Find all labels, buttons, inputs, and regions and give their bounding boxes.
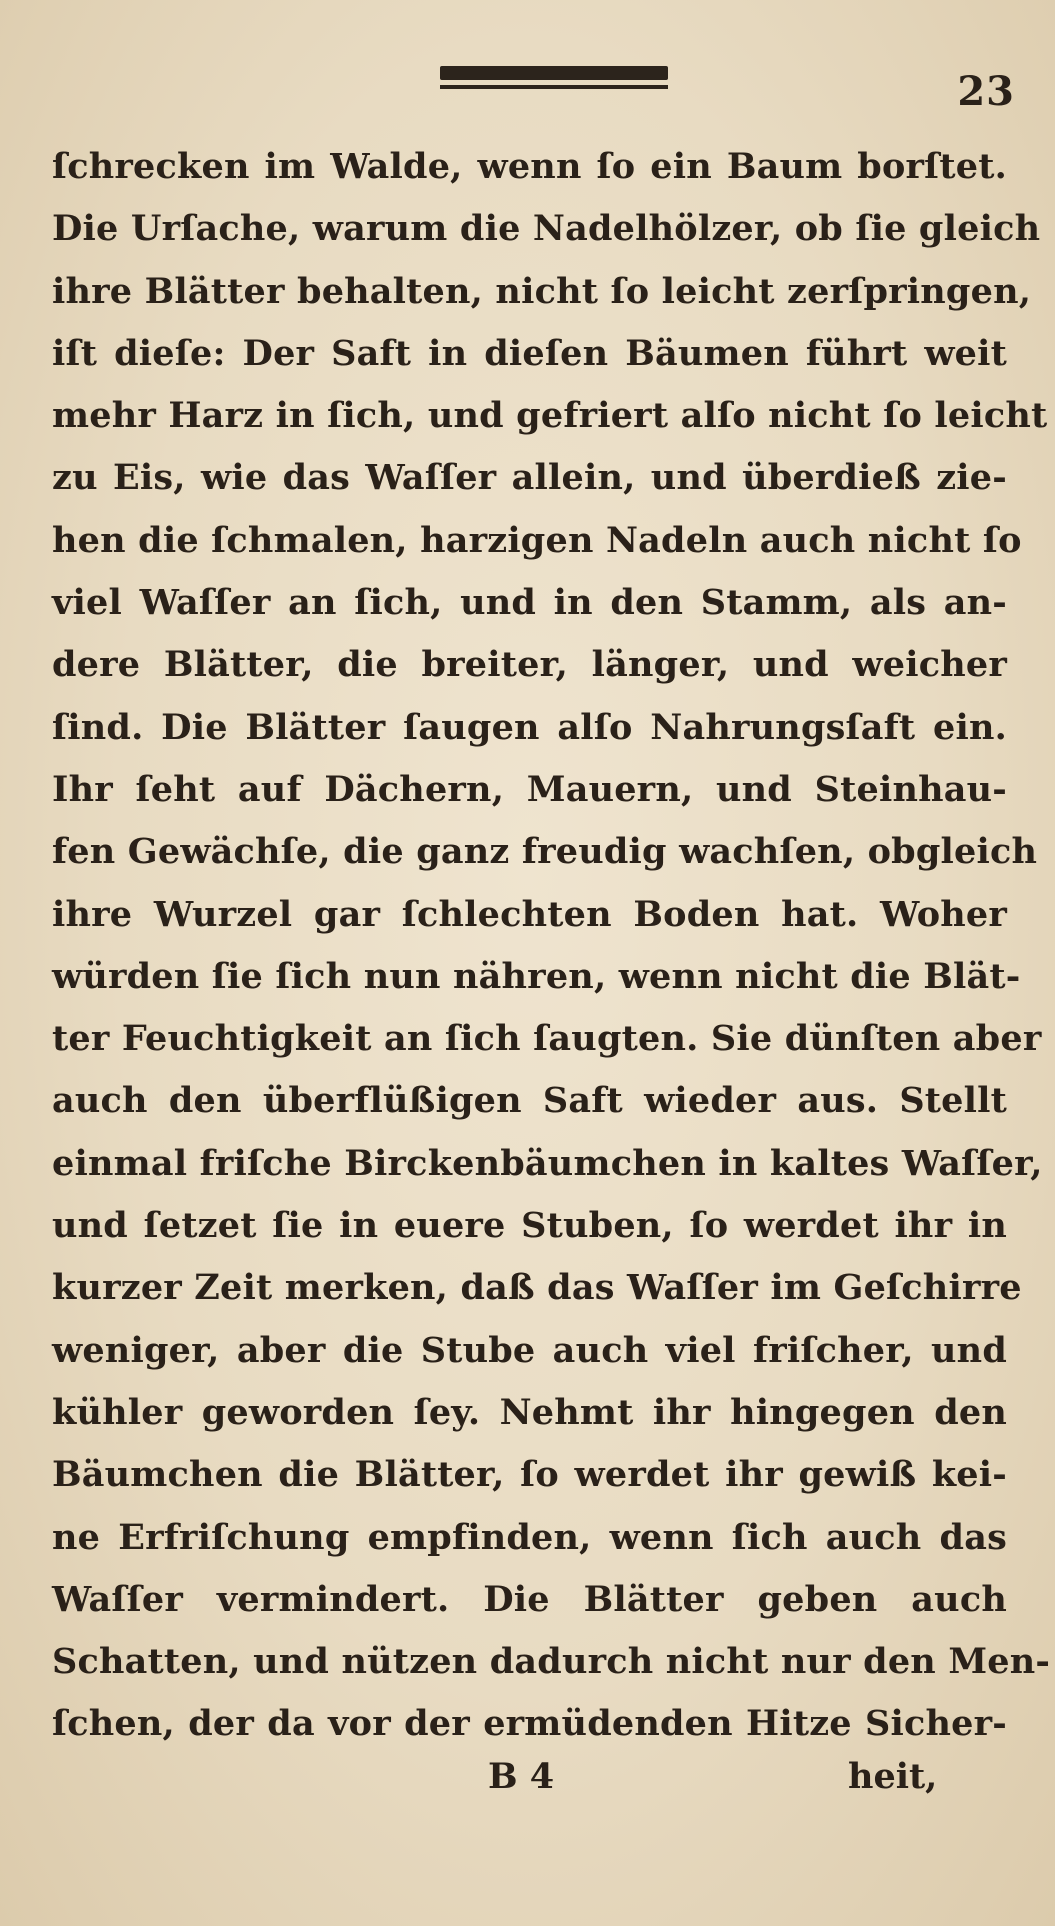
text-line: ihre Blätter behalten, nicht ſo leicht zerſpringen, (52, 270, 1032, 312)
text-line: kurzer Zeit merken, daß das Waſſer im Geſchirre (52, 1267, 1022, 1309)
catchword: heit, (848, 1756, 938, 1797)
text-line: zu Eis, wie das Waſſer allein, und überdieß zie- (52, 457, 1007, 499)
text-line: Die Urſache, warum die Nadelhölzer, ob ſie gleich (52, 208, 1041, 250)
text-line: fen Gewächſe, die ganz freudig wachſen, obgleich (52, 831, 1038, 873)
body-text (52, 136, 1051, 1756)
text-line: iſt dieſe: Der Saft in dieſen Bäumen führt weit (52, 332, 1007, 374)
text-line: dere Blätter, die breiter, länger, und weicher (52, 644, 1007, 686)
text-line: Ihr ſeht auf Dächern, Mauern, und Steinhau- (52, 768, 1007, 810)
text-line: auch den überflüßigen Saft wieder aus. Stellt (52, 1080, 1007, 1122)
text-line: Schatten, und nützen dadurch nicht nur den Men- (52, 1641, 1051, 1683)
header-rule (440, 66, 668, 89)
text-line: ſchrecken im Walde, wenn ſo ein Baum borſtet. (52, 146, 1007, 187)
text-line: ſchen, der da vor der ermüdenden Hitze Sicher- (52, 1703, 1007, 1745)
text-line: hen die ſchmalen, harzigen Nadeln auch nicht ſo (52, 519, 1022, 561)
text-line: einmal friſche Birckenbäumchen in kaltes Waſſer, (52, 1142, 1043, 1184)
text-line: viel Waſſer an ſich, und in den Stamm, als an- (52, 582, 1007, 624)
header-rule-thin (440, 85, 668, 89)
text-line: ihre Wurzel gar ſchlechten Boden hat. Woher (52, 893, 1007, 935)
text-line: Waſſer vermindert. Die Blätter geben auch (52, 1578, 1007, 1620)
page-footer (0, 1756, 1055, 1816)
text-line: ſind. Die Blätter ſaugen alſo Nahrungsſaft ein. (52, 706, 1007, 748)
text-line: und ſetzet ſie in euere Stuben, ſo werdet ihr in (52, 1205, 1007, 1247)
page-number: 23 (957, 68, 1015, 115)
header-rule-thick (440, 66, 668, 80)
text-line: kühler geworden ſey. Nehmt ihr hingegen den (52, 1391, 1007, 1433)
text-line: ter Feuchtigkeit an ſich ſaugten. Sie dünſten aber (52, 1018, 1042, 1060)
signature-mark: B 4 (488, 1756, 555, 1797)
text-line: Bäumchen die Blätter, ſo werdet ihr gewiß kei- (52, 1454, 1007, 1496)
text-line: mehr Harz in ſich, und gefriert alſo nicht ſo leicht (52, 395, 1048, 437)
text-line: weniger, aber die Stube auch viel friſcher, und (52, 1329, 1007, 1371)
text-line: ne Erfriſchung empfinden, wenn ſich auch das (52, 1516, 1007, 1558)
text-line: würden ſie ſich nun nähren, wenn nicht die Blät- (52, 955, 1021, 997)
